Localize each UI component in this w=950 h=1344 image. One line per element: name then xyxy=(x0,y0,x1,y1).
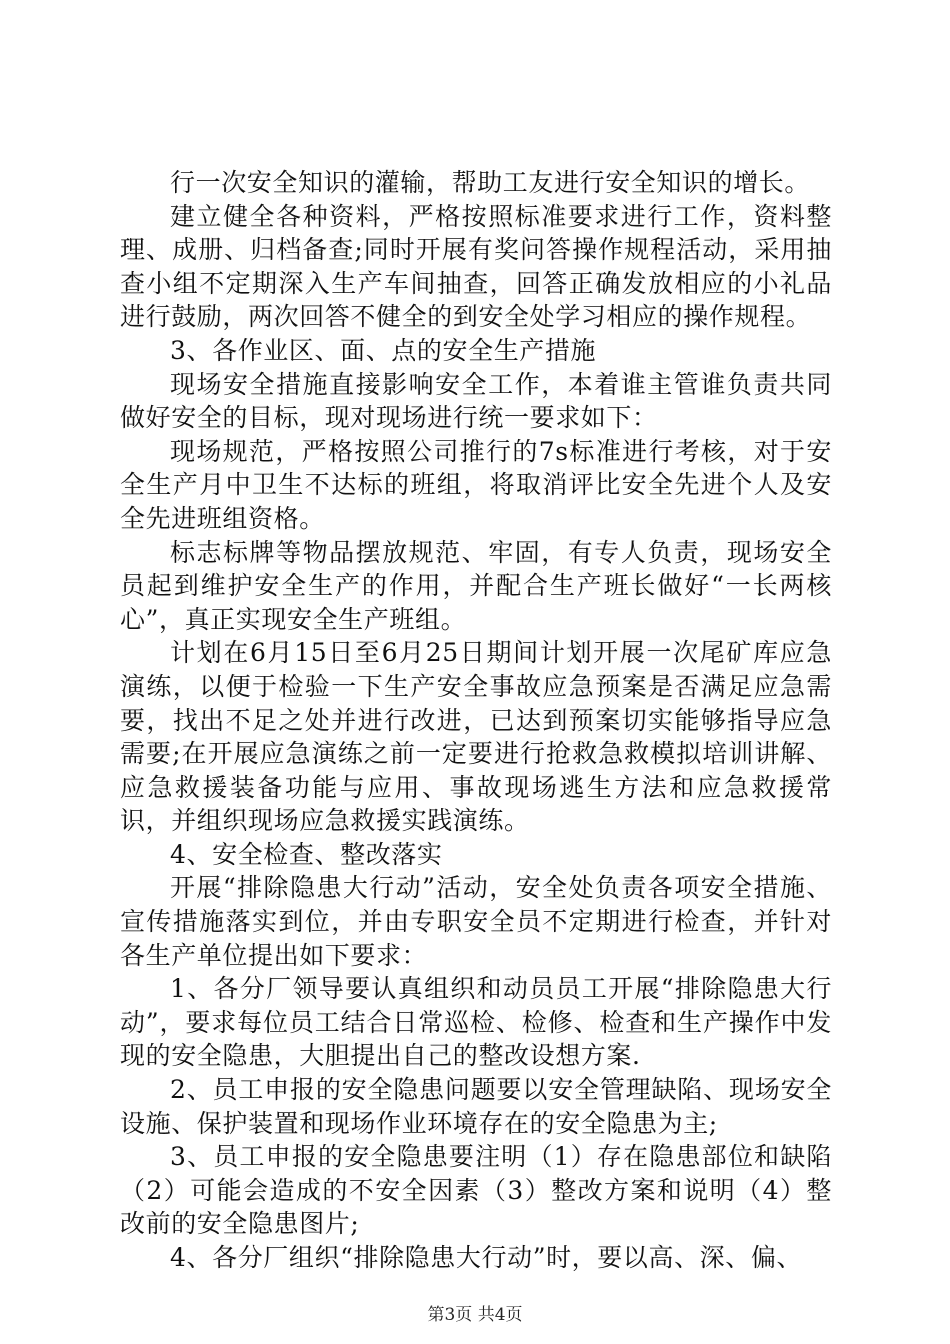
list-item-4: 4、各分厂组织“排除隐患大行动”时，要以高、深、偏、 xyxy=(170,1243,803,1272)
paragraph-2: 建立健全各种资料，严格按照标准要求进行工作，资料整理、成册、归档备查;同时开展有奖问答操作规程活动，采用抽查小组不定期深入生产车间抽查，回答正确发放相应的小礼品进行鼓励，两次回答不健全的到安全处学习相应的操作规程。 xyxy=(120,201,832,332)
paragraph-9: 开展“排除隐患大行动”活动，安全处负责各项安全措施、宣传措施落实到位，并由专职安全员不定期进行检查，并针对各生产单位提出如下要求： xyxy=(120,873,832,970)
paragraph-4: 现场安全措施直接影响安全工作，本着谁主管谁负责共同做好安全的目标，现对现场进行统一要求如下： xyxy=(120,369,832,433)
paragraph-6: 标志标牌等物品摆放规范、牢固，有专人负责，现场安全员起到维护安全生产的作用，并配合生产班长做好“一长两核心”，真正实现安全生产班组。 xyxy=(120,537,832,634)
paragraph-7: 计划在6月15日至6月25日期间计划开展一次尾矿库应急演练，以便于检验一下生产安全事故应急预案是否满足应急需要，找出不足之处并进行改进，已达到预案切实能够指导应急需要;在开展应急演练之前一定要进行抢救急救模拟培训讲解、应急救援装备功能与应用、事故现场逃生方法和应急救援常识，并组织现场应急救援实践演练。 xyxy=(120,638,832,836)
paragraph-5: 现场规范，严格按照公司推行的7s标准进行考核，对于安全生产月中卫生不达标的班组，将取消评比安全先进个人及安全先进班组资格。 xyxy=(120,436,832,533)
page-footer: 第3页 共4页 xyxy=(427,1305,523,1325)
section-heading-4: 4、安全检查、整改落实 xyxy=(170,839,443,869)
list-item-1: 1、各分厂领导要认真组织和动员员工开展“排除隐患大行动”，要求每位员工结合日常巡检、检修、检查和生产操作中发现的安全隐患，大胆提出自己的整改设想方案. xyxy=(120,974,832,1071)
list-item-2: 2、员工申报的安全隐患问题要以安全管理缺陷、现场安全设施、保护装置和现场作业环境存在的安全隐患为主; xyxy=(120,1075,832,1138)
document-body xyxy=(120,166,832,1275)
list-item-3: 3、员工申报的安全隐患要注明（1）存在隐患部位和缺陷（2）可能会造成的不安全因素（3）整改方案和说明（4）整改前的安全隐患图片; xyxy=(120,1142,832,1239)
section-heading-3: 3、各作业区、面、点的安全生产措施 xyxy=(170,335,597,365)
paragraph-1: 行一次安全知识的灌输，帮助工友进行安全知识的增长。 xyxy=(170,168,811,197)
